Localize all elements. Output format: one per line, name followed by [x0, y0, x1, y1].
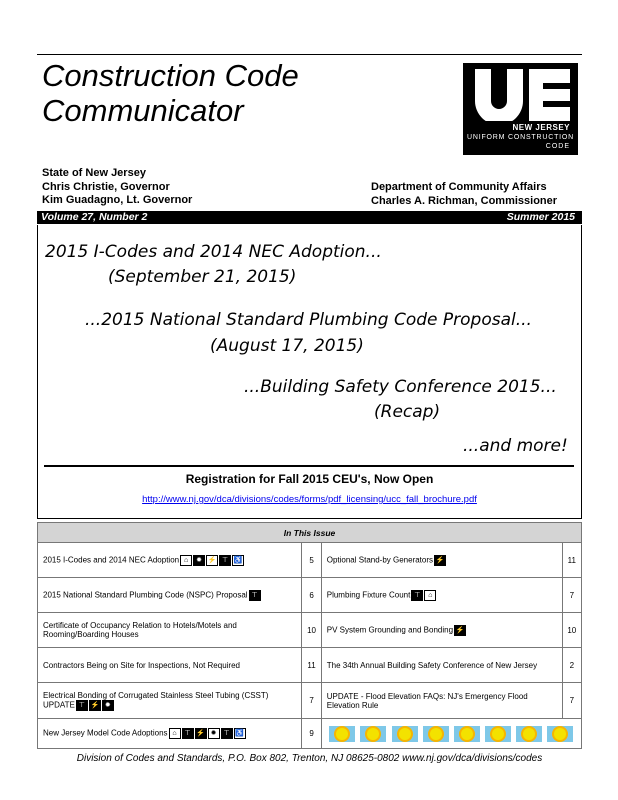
- fire-icon: ✹: [193, 555, 205, 566]
- toc-page: 11: [562, 543, 581, 578]
- toc-page: 7: [562, 683, 581, 719]
- toc-header: In This Issue: [38, 523, 582, 543]
- table-row: [38, 683, 582, 719]
- house-icon: ⌂: [180, 555, 192, 566]
- toc-page: 11: [302, 648, 321, 683]
- toc-item[interactable]: PV System Grounding and Bonding ⚡: [321, 613, 562, 648]
- sun-icon: [392, 726, 418, 742]
- registration-title: Registration for Fall 2015 CEU's, Now Open: [185, 472, 434, 486]
- headline-6: (Recap): [374, 402, 441, 422]
- sun-strip: [327, 726, 576, 742]
- title-line-1: Construction Code: [42, 58, 299, 93]
- toc-page: 2: [562, 648, 581, 683]
- plug-icon: ⚡: [207, 556, 217, 564]
- sun-icon: [423, 726, 449, 742]
- toc-page: 10: [562, 613, 581, 648]
- state-name: State of New Jersey: [42, 167, 146, 179]
- governor: Chris Christie, Governor: [42, 180, 170, 193]
- headline-3: ...2015 National Standard Plumbing Code Proposal...: [85, 310, 532, 330]
- toc-item[interactable]: Plumbing Fixture Count ⊤ ⌂: [321, 578, 562, 613]
- toc-page: 10: [302, 613, 321, 648]
- table-row: [38, 543, 582, 578]
- issue-bar: [37, 211, 582, 224]
- issue-season: Summer 2015: [506, 211, 575, 223]
- toc-item[interactable]: 2015 National Standard Plumbing Code (NSPC) Proposal ⊤: [38, 578, 302, 613]
- table-row: [38, 613, 582, 648]
- sun-icon: [485, 726, 511, 742]
- sun-icon: [329, 726, 355, 742]
- headline-divider: [44, 465, 574, 467]
- toc-page: 9: [302, 719, 321, 749]
- house-icon: ⌂: [424, 590, 436, 601]
- toc-item[interactable]: Contractors Being on Site for Inspections, Not Required: [38, 648, 302, 683]
- lt-governor: Kim Guadagno, Lt. Governor: [42, 194, 193, 206]
- toc-page: 5: [302, 543, 321, 578]
- title-line-2: Communicator: [42, 93, 244, 128]
- headline-5: ...Building Safety Conference 2015...: [244, 377, 557, 397]
- department-name: Department of Community Affairs: [371, 181, 547, 193]
- table-row: [38, 648, 582, 683]
- toc-page: 6: [302, 578, 321, 613]
- plug-icon: ⚡: [90, 701, 100, 709]
- faucet-icon: ⊤: [182, 728, 194, 739]
- faucet-icon: ⊤: [76, 700, 88, 711]
- registration-link[interactable]: http://www.nj.gov/dca/divisions/codes/forms/pdf_licensing/ucc_fall_brochure.pdf: [142, 494, 477, 505]
- plug-icon: ⚡: [196, 730, 205, 737]
- sun-icon: [516, 726, 542, 742]
- footer-address: Division of Codes and Standards, P.O. Box 802, Trenton, NJ 08625-0802 www.nj.gov/dca/divisions/codes: [76, 753, 543, 764]
- issue-volume: Volume 27, Number 2: [41, 211, 148, 223]
- fire-icon: ✹: [208, 728, 220, 739]
- sun-icon: [360, 726, 386, 742]
- sun-icon: [454, 726, 480, 742]
- commissioner: Charles A. Richman, Commissioner: [371, 194, 558, 207]
- sun-icon: [547, 726, 573, 742]
- in-this-issue-table: [37, 522, 582, 749]
- wheelchair-icon: ♿: [235, 730, 244, 737]
- table-row: [38, 578, 582, 613]
- wheelchair-icon: ♿: [233, 556, 243, 564]
- logo-code: CODE: [545, 143, 570, 150]
- logo-uniform-construction: UNIFORM CONSTRUCTION: [467, 134, 574, 141]
- logo-new-jersey: NEW JERSEY: [512, 123, 570, 132]
- faucet-icon: ⊤: [249, 590, 261, 601]
- plug-icon: ⚡: [435, 556, 445, 564]
- headline-7: ...and more!: [463, 436, 568, 456]
- fire-icon: ✹: [102, 700, 114, 711]
- department-officials: [371, 181, 557, 208]
- table-row: [38, 719, 582, 749]
- plug-icon: ⚡: [455, 626, 465, 634]
- headline-4: (August 17, 2015): [210, 336, 364, 356]
- faucet-icon: ⊤: [221, 728, 233, 739]
- faucet-icon: ⊤: [219, 555, 231, 566]
- toc-page: 7: [562, 578, 581, 613]
- faucet-icon: ⊤: [411, 590, 423, 601]
- toc-page: 7: [302, 683, 321, 719]
- toc-item[interactable]: The 34th Annual Building Safety Conference of New Jersey: [321, 648, 562, 683]
- toc-item[interactable]: UPDATE - Flood Elevation FAQs: NJ's Emergency Flood Elevation Rule: [321, 683, 562, 719]
- ucc-logo-mark-icon: [471, 69, 570, 121]
- toc-item[interactable]: Electrical Bonding of Corrugated Stainless Steel Tubing (CSST) UPDATE ⊤ ⚡ ✹: [38, 683, 302, 719]
- newsletter-title: [42, 58, 299, 128]
- house-icon: ⌂: [169, 728, 181, 739]
- state-officials: [42, 167, 192, 208]
- headline-2: (September 21, 2015): [108, 267, 297, 287]
- toc-item[interactable]: New Jersey Model Code Adoptions ⌂ ⊤ ⚡ ✹ ⊤ ♿: [38, 719, 302, 749]
- ucc-logo: [463, 63, 578, 155]
- headline-1: 2015 I-Codes and 2014 NEC Adoption...: [45, 242, 382, 262]
- toc-item[interactable]: Optional Stand-by Generators ⚡: [321, 543, 562, 578]
- toc-item[interactable]: Certificate of Occupancy Relation to Hotels/Motels and Rooming/Boarding Houses: [38, 613, 302, 648]
- sun-decoration: [321, 719, 581, 749]
- toc-item[interactable]: 2015 I-Codes and 2014 NEC Adoption ⌂ ✹ ⚡ ⊤ ♿: [38, 543, 302, 578]
- masthead-rule: [37, 54, 582, 55]
